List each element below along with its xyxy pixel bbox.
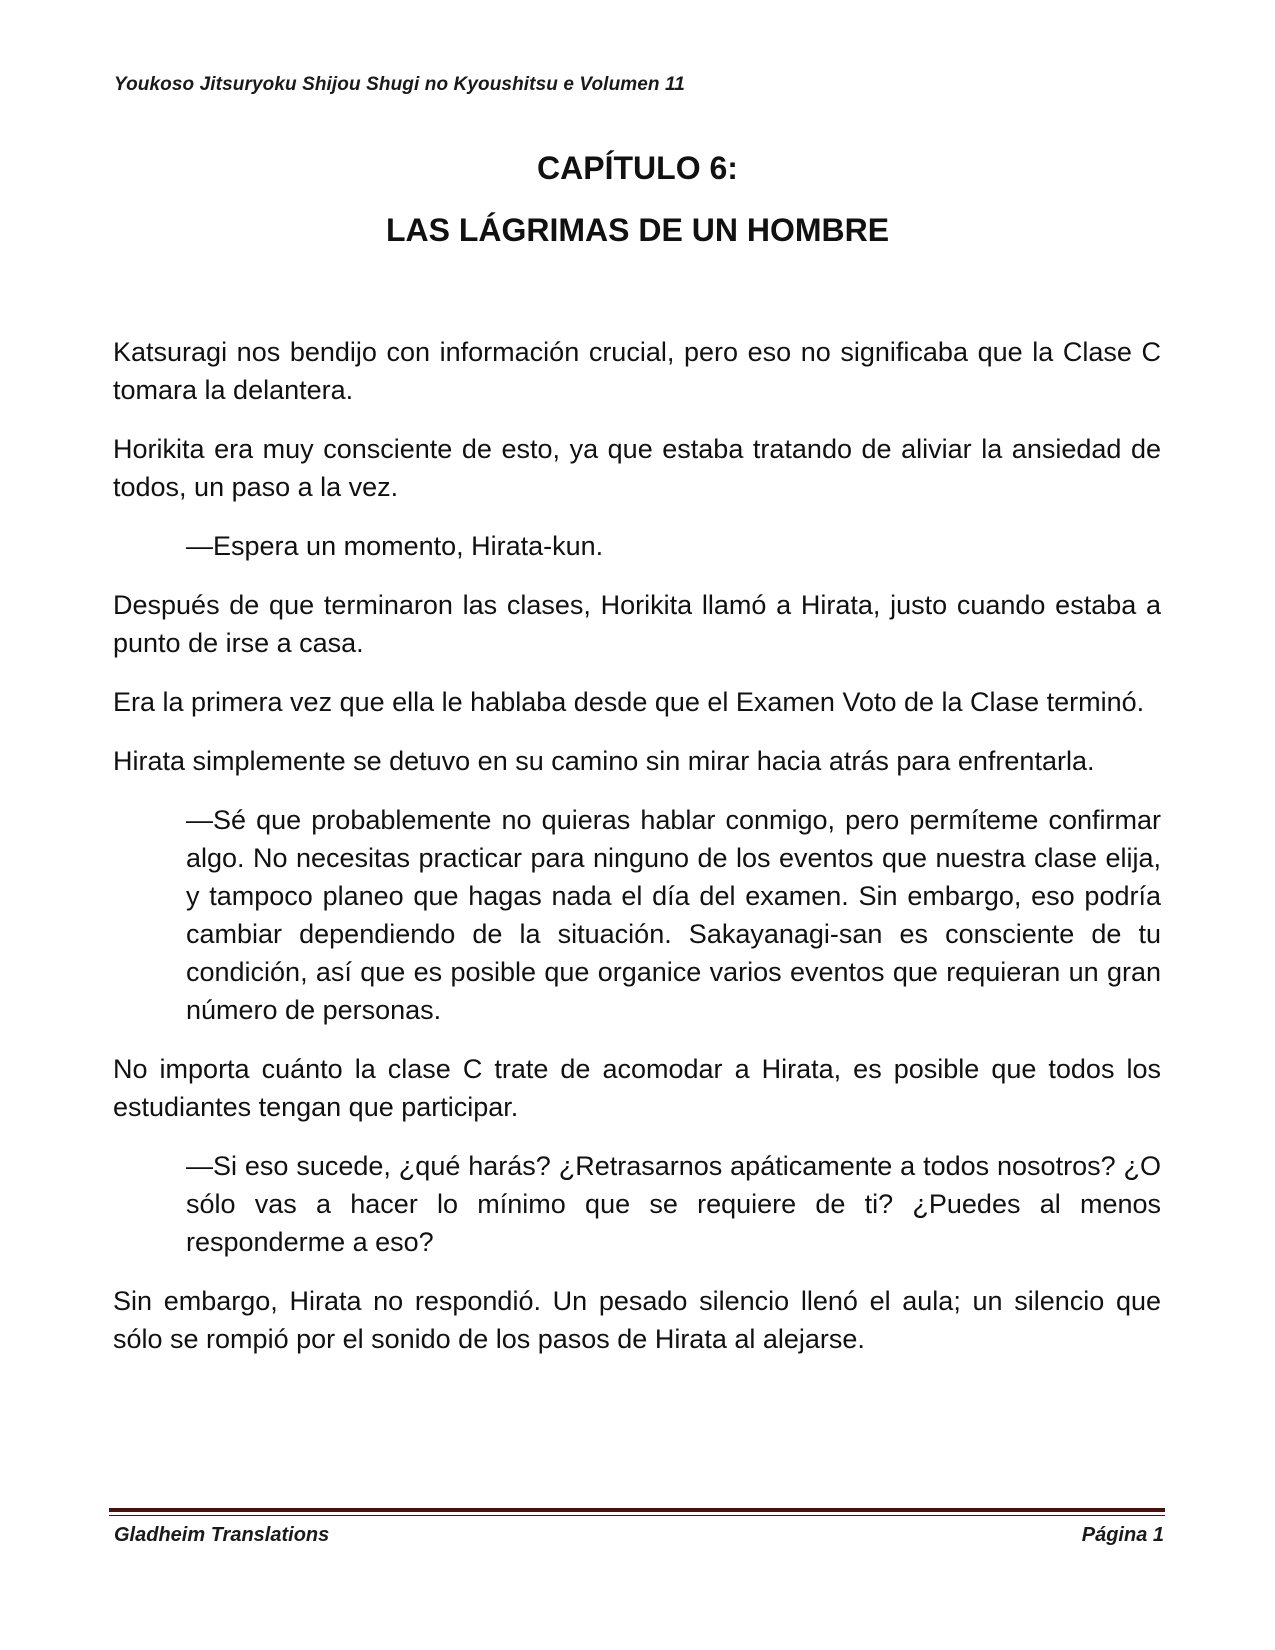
dialogue-paragraph: —Espera un momento, Hirata-kun.: [186, 531, 604, 561]
chapter-title: LAS LÁGRIMAS DE UN HOMBRE: [385, 212, 890, 248]
paragraph: Katsuragi nos bendijo con información crucial, pero eso no significaba que la Clase C tomara la delantera.: [113, 337, 1161, 405]
chapter-body: [113, 333, 1161, 1379]
paragraph: Era la primera vez que ella le hablaba desde que el Examen Voto de la Clase terminó.: [113, 687, 1145, 717]
paragraph: Horikita era muy consciente de esto, ya que estaba tratando de aliviar la ansiedad de todos, un paso a la vez.: [113, 434, 1161, 502]
paragraph: Después de que terminaron las clases, Horikita llamó a Hirata, justo cuando estaba a punto de irse a casa.: [113, 590, 1161, 658]
running-header: Youkoso Jitsuryoku Shijou Shugi no Kyoushitsu e Volumen 11: [114, 74, 685, 95]
paragraph: Sin embargo, Hirata no respondió. Un pesado silencio llenó el aula; un silencio que sólo se rompió por el sonido de los pasos de Hirata al alejarse.: [113, 1286, 1161, 1354]
page-number: Página 1: [1081, 1524, 1164, 1546]
footer-credit: Gladheim Translations: [114, 1524, 330, 1546]
paragraph: Hirata simplemente se detuvo en su camino sin mirar hacia atrás para enfrentarla.: [113, 746, 1095, 776]
dialogue-paragraph: —Si eso sucede, ¿qué harás? ¿Retrasarnos apáticamente a todos nosotros? ¿O sólo vas a hacer lo mínimo que se requiere de ti? ¿Puedes al menos responderme a eso?: [186, 1151, 1161, 1257]
chapter-number: CAPÍTULO 6:: [537, 150, 738, 186]
footer-divider: [109, 1508, 1165, 1516]
dialogue-paragraph: —Sé que probablemente no quieras hablar conmigo, pero permíteme confirmar algo. No necesitas practicar para ninguno de los eventos que nuestra clase elija, y tampoco planeo que hagas nada el día del examen. Sin embargo, eso podría cambiar dependiendo de la situación. Sakayanagi-san es consciente de tu condición, así que es posible que organice varios eventos que requieran un gran número de personas.: [186, 805, 1161, 1025]
paragraph: No importa cuánto la clase C trate de acomodar a Hirata, es posible que todos los estudiantes tengan que participar.: [113, 1054, 1161, 1122]
